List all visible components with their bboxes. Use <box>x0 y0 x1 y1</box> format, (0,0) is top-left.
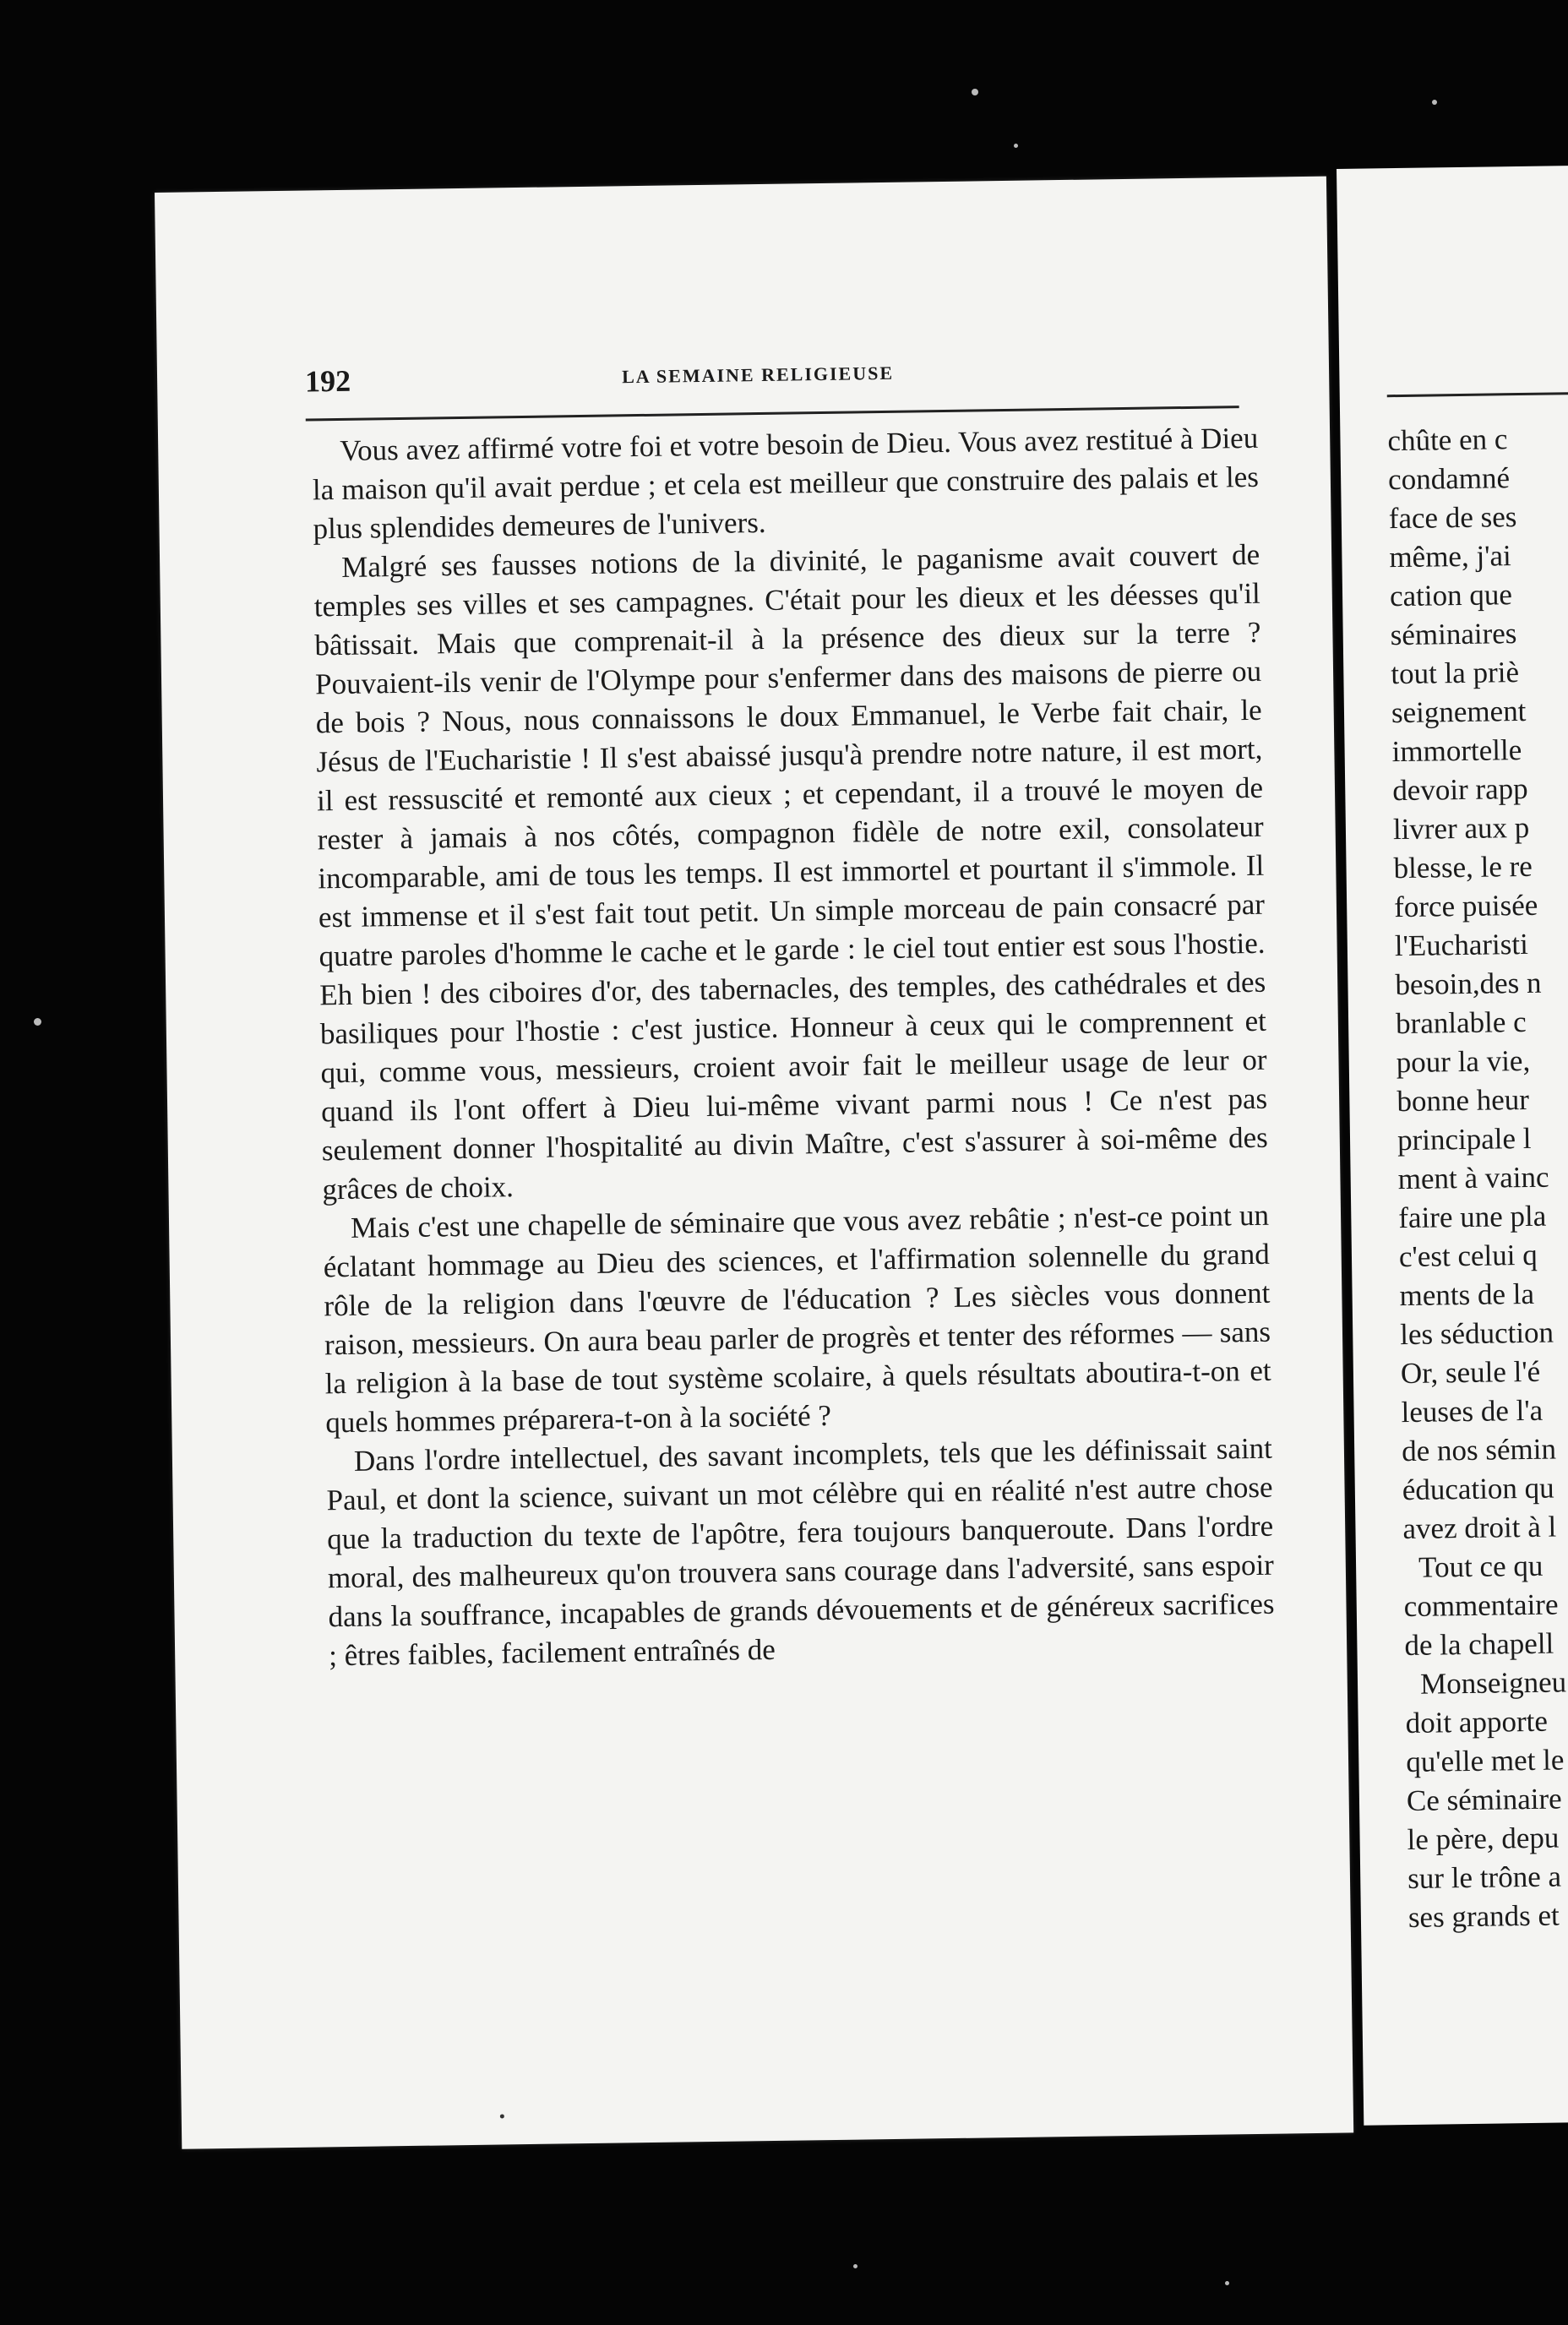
right-page-line: cation que <box>1389 578 1513 613</box>
right-page-line: de la chapell <box>1404 1626 1554 1663</box>
right-page-line: Or, seule l'é <box>1400 1354 1541 1391</box>
journal-title: LA SEMAINE RELIGIEUSE <box>621 362 895 388</box>
right-page-line: avez droit à l <box>1402 1510 1557 1546</box>
right-page-line: principale l <box>1396 1121 1532 1157</box>
left-page <box>155 177 1353 2149</box>
right-page-line: leuses de l'a <box>1401 1393 1544 1429</box>
right-page-line: bonne heur <box>1396 1082 1530 1119</box>
right-page-line: faire une pla <box>1398 1199 1547 1235</box>
right-page-line: blesse, le re <box>1393 849 1533 885</box>
right-page-line: besoin,des n <box>1395 966 1542 1002</box>
dust-speck <box>34 1018 41 1026</box>
dust-speck <box>853 2264 858 2268</box>
paragraph: Vous avez affirmé votre foi et votre besoin de Dieu. Vous avez restitué à Dieu la maison qu'il avait perdue ; et cela est meilleur que construire des palais et les plus splendides demeures de l'univers. <box>312 421 1260 546</box>
right-page-line: l'Eucharisti <box>1394 927 1529 963</box>
right-page-line: commentaire <box>1403 1587 1559 1624</box>
right-page-line: séminaires <box>1390 617 1517 652</box>
right-page-line: les séduction <box>1399 1315 1554 1352</box>
dust-speck <box>1225 2281 1229 2285</box>
paragraph: Dans l'ordre intellectuel, des savant incomplets, tels que les définissait saint Paul, et dont la science, suivant un mot célèbre qui en réalité n'est autre chose que la traduction du texte de l'apôtre, fera toujours banqueroute. Dans l'ordre moral, des malheureux qu'on trouvera sans courage dans l'adversité, sans espoir dans la souffrance, incapables de grands dévouements et de généreux sacrifices ; êtres faibles, facilement entraînés de <box>326 1431 1275 1673</box>
right-page-line: face de ses <box>1388 500 1517 536</box>
right-page-line: Ce séminaire <box>1406 1782 1562 1818</box>
right-page-line: qu'elle met le <box>1406 1743 1565 1779</box>
right-page-line: ment à vainc <box>1397 1160 1549 1196</box>
right-page-line: ses grands et <box>1407 1898 1560 1935</box>
right-page-line: devoir rapp <box>1392 771 1528 808</box>
header-rule <box>1387 391 1568 397</box>
paragraph: Mais c'est une chapelle de séminaire que vous avez rebâtie ; n'est-ce point un éclatant hommage au Dieu des sciences, et l'affirmation solennelle du grand rôle de la religion dans l'œuvre de l'éducation ? Les siècles vous donnent raison, messieurs. On aura beau parler de progrès et tenter des réformes — sans la religion à la base de tout système scolaire, à quels résultats aboutira-t-on et quels hommes préparera-t-on à la société ? <box>323 1198 1271 1440</box>
dust-speck <box>1432 100 1437 105</box>
running-head <box>305 351 1201 406</box>
right-page-line: le père, depu <box>1407 1821 1560 1857</box>
right-page-line: ments de la <box>1399 1277 1535 1313</box>
ink-dot <box>500 2114 504 2118</box>
dust-speck <box>972 89 978 95</box>
right-page-line: condamné <box>1387 461 1511 497</box>
right-page-line: pour la vie, <box>1396 1043 1531 1080</box>
right-page-line: seignement <box>1391 694 1527 730</box>
dust-speck <box>1014 144 1018 148</box>
right-page-line: tout la priè <box>1391 656 1520 691</box>
right-page-line: éducation qu <box>1402 1471 1554 1507</box>
header-rule <box>306 406 1239 421</box>
right-page-line: livrer aux p <box>1392 810 1530 847</box>
right-page-line: même, j'ai <box>1389 539 1511 574</box>
page-number: 192 <box>304 363 351 399</box>
right-page-line: de nos sémin <box>1401 1432 1557 1468</box>
right-page <box>1337 166 1568 2126</box>
right-page-text <box>1387 417 1568 1937</box>
right-page-line: chûte en c <box>1387 422 1508 458</box>
right-page-line: Monseigneu <box>1419 1665 1567 1701</box>
right-page-line: c'est celui q <box>1398 1238 1538 1274</box>
right-page-line: sur le trône a <box>1407 1859 1562 1896</box>
right-page-line: immortelle <box>1391 733 1522 769</box>
paragraph: Malgré ses fausses notions de la divinité, le paganisme avait couvert de temples ses villes et ses campagnes. C'était pour les dieux et les déesses qu'il bâtissait. Mais que comprenait-il à la présence des dieux sur la terre ? Pouvaient-ils venir de l'Olympe pour s'enfermer dans des maisons de pierre ou de bois ? Nous, nous connaissons le doux Emmanuel, le Verbe fait chair, le Jésus de l'Eucharistie ! Il s'est abaissé jusqu'à prendre notre nature, il est mort, il est ressuscité et remonté aux cieux ; et cependant, il a trouvé le moyen de rester à jamais à nos côtés, compagnon fidèle de notre exil, consolateur incomparable, ami de tous les temps. Il est immortel et pourtant il s'immole. Il est immense et il s'est fait tout petit. Un simple morceau de pain consacré par quatre paroles d'homme le cache et le garde : le ciel tout entier est sous l'hostie. Eh bien ! des ciboires d'or, des tabernacles, des temples, des cathédrales et des basiliques pour l'hostie : c'est justice. Honneur à ceux qui le comprennent et qui, comme vous, messieurs, croient avoir fait le meilleur usage de leur or quand ils l'ont offert à Dieu lui-même vivant parmi nous ! Ce n'est pas seulement donner l'hospitalité au divin Maître, c'est s'assurer à soi-même des grâces de choix. <box>313 537 1269 1206</box>
right-page-line: Tout ce qu <box>1418 1549 1544 1584</box>
right-page-line: doit apporte <box>1405 1704 1549 1740</box>
right-page-line: force puisée <box>1393 888 1538 924</box>
body-text <box>312 419 1275 1675</box>
right-page-line: branlable c <box>1395 1005 1527 1041</box>
